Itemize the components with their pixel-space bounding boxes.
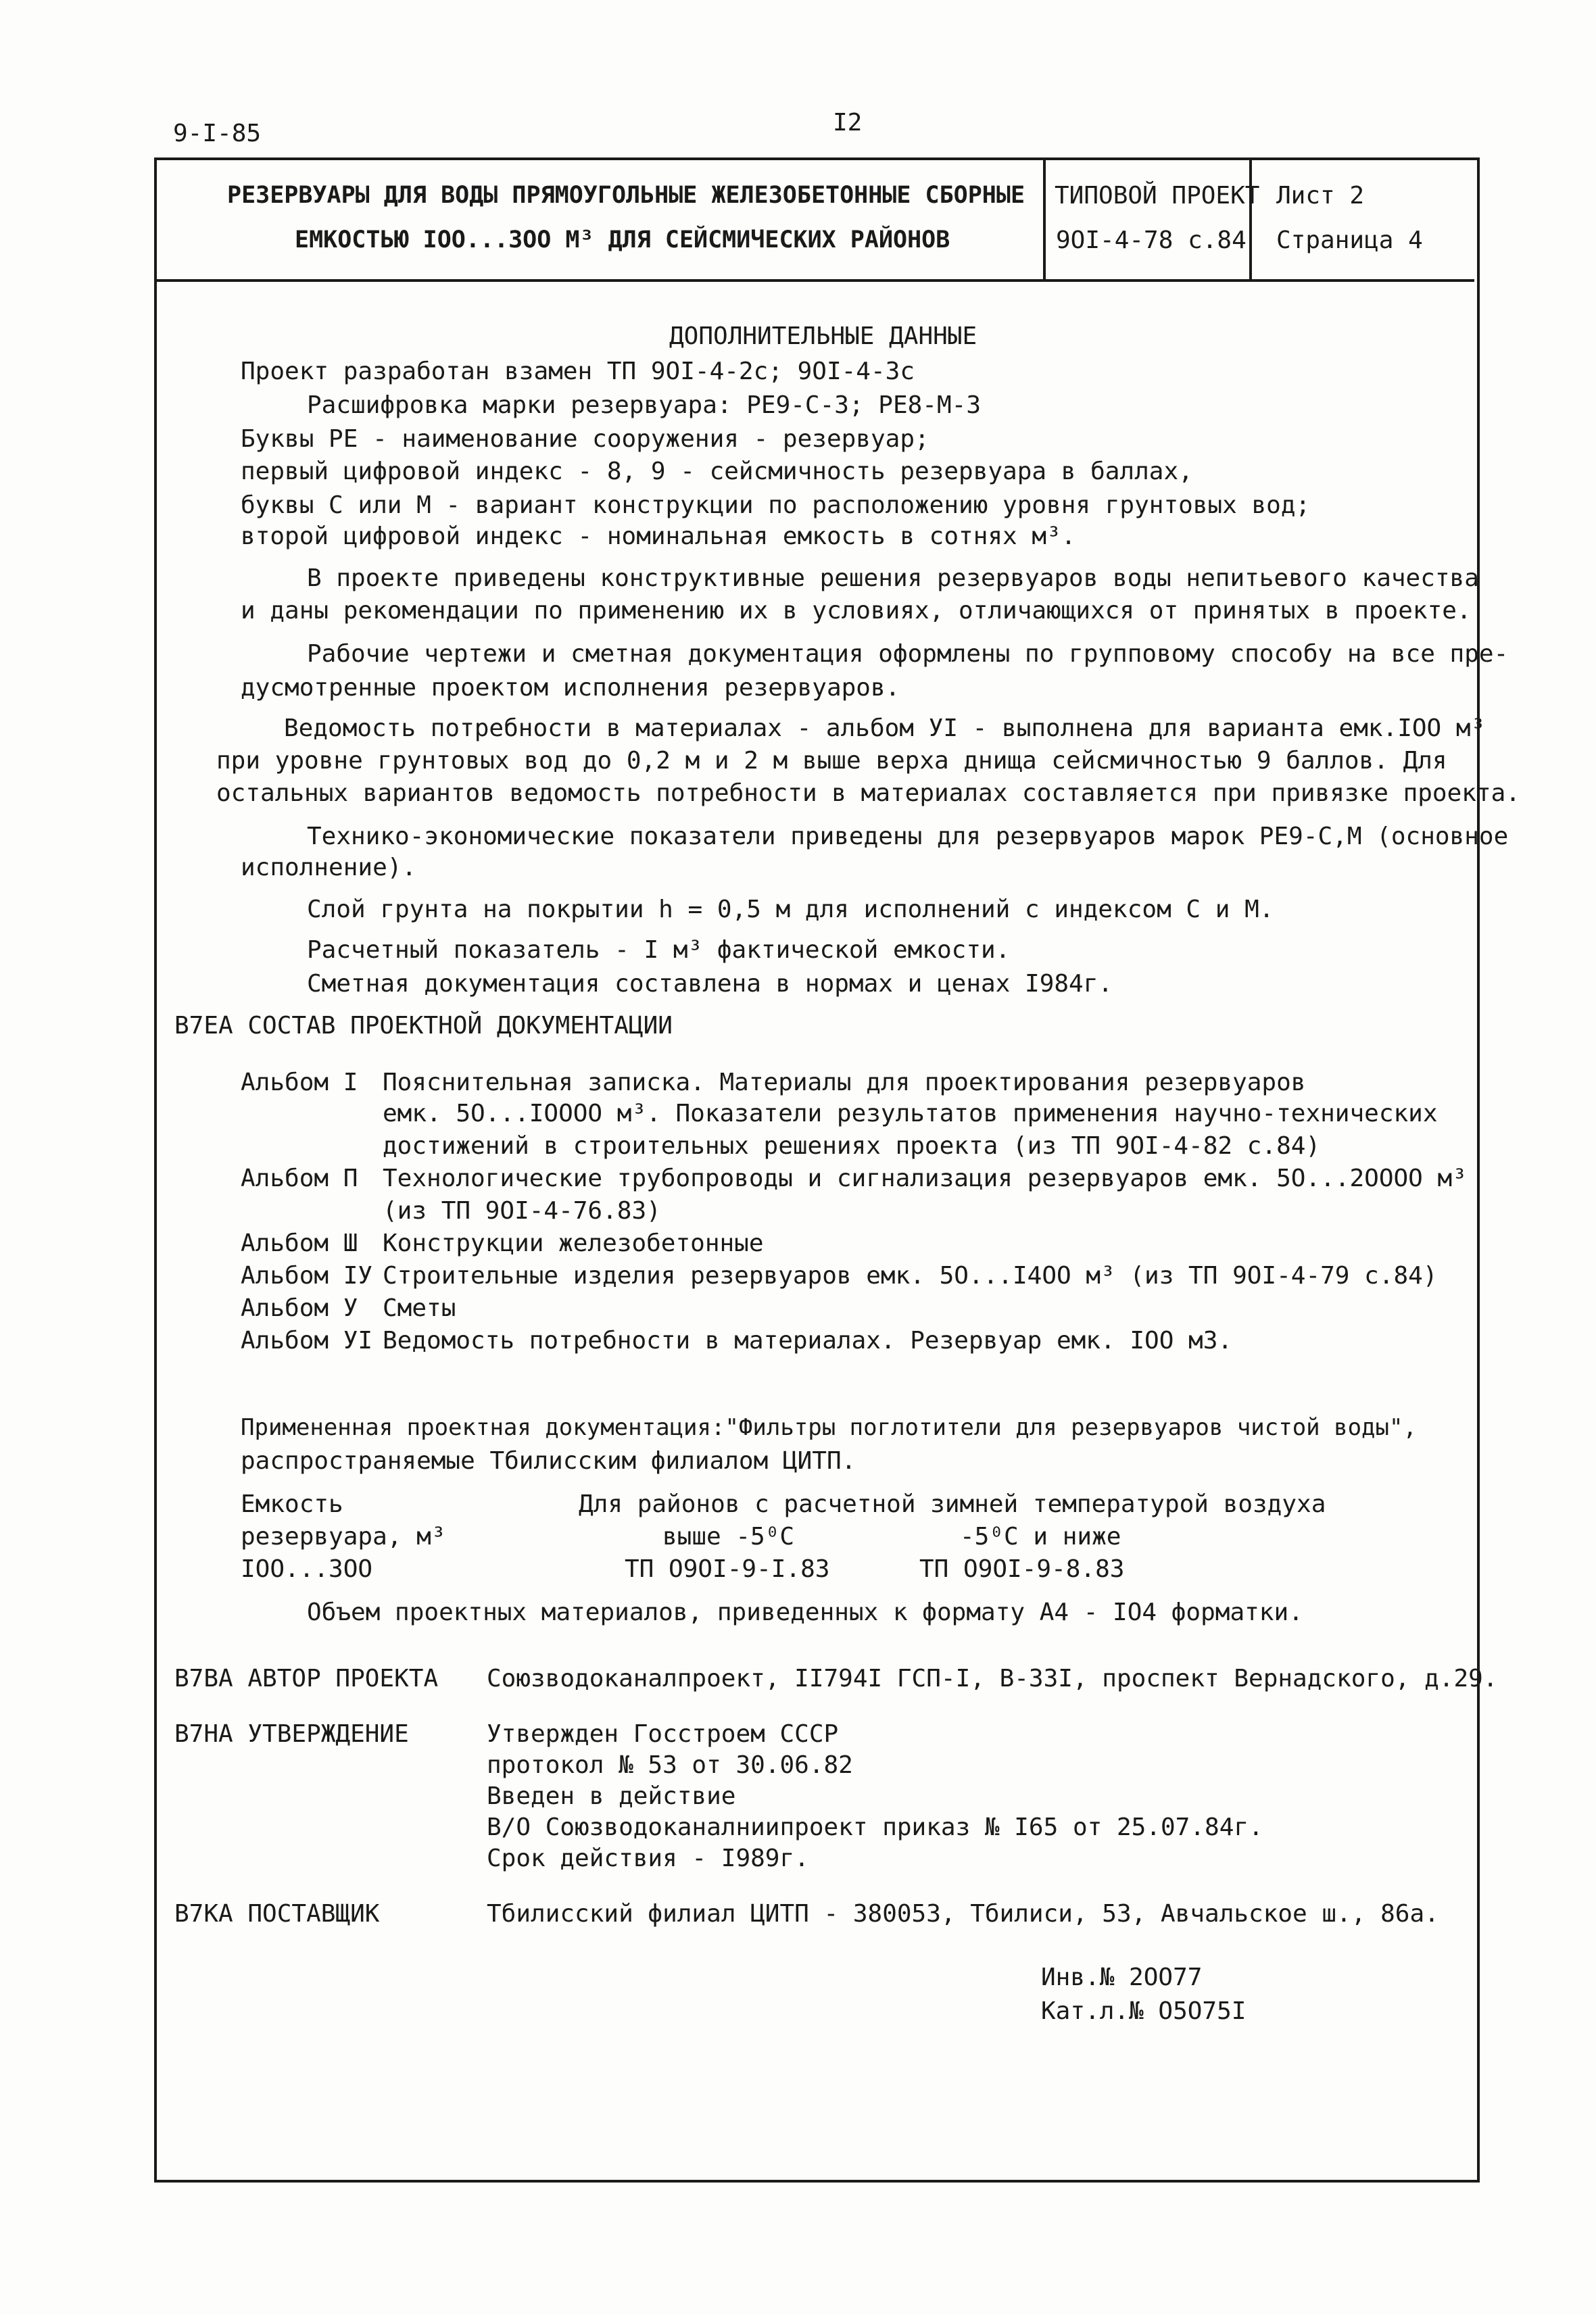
album-line: (из ТП 9OI-4-76.83) bbox=[383, 1197, 661, 1225]
page-number: I2 bbox=[833, 109, 863, 137]
catalog-number: Кат.л.№ O5O75I bbox=[1041, 1997, 1247, 2025]
album-label: Альбом I bbox=[241, 1069, 358, 1096]
additional-line: и даны рекомендации по применению их в условиях, отличающихся от принятых в проекте. bbox=[241, 597, 1472, 625]
title-line-2: ЕМКОСТЬЮ IOO...3OO М³ ДЛЯ СЕЙСМИЧЕСКИХ РАЙОНОВ bbox=[295, 226, 950, 253]
album-line: Ведомость потребности в материалах. Резервуар емк. IOO м3. bbox=[383, 1327, 1233, 1355]
sheet-number: Лист 2 bbox=[1276, 182, 1365, 210]
additional-line: Технико-экономические показатели приведены для резервуаров марок РЕ9-С,М (основное bbox=[307, 823, 1509, 850]
project-type: ТИПОВОЙ ПРОЕКТ bbox=[1055, 182, 1260, 210]
additional-line: Расчетный показатель - I м³ фактической емкости. bbox=[307, 936, 1011, 964]
additional-line: второй цифровой индекс - номинальная емкость в сотнях м³. bbox=[241, 522, 1076, 550]
detail-line: В/О Союзводоканалниипроект приказ № I65 от 25.07.84г. bbox=[487, 1813, 1263, 1841]
additional-line: остальных вариантов ведомость потребности в материалах составляется при привязке проекта. bbox=[216, 779, 1520, 807]
table-header-capacity-unit: резервуара, м³ bbox=[241, 1523, 446, 1551]
additional-line: Сметная документация составлена в нормах и ценах I984г. bbox=[307, 970, 1113, 998]
additional-line: Расшифровка марки резервуара: РЕ9-С-3; РЕ8-М-3 bbox=[307, 391, 981, 419]
additional-line: Рабочие чертежи и сметная документация оформлены по групповому способу на все пре- bbox=[307, 640, 1509, 668]
table-header-capacity: Емкость bbox=[241, 1490, 343, 1518]
additional-line: дусмотренные проектом исполнения резервуаров. bbox=[241, 674, 900, 702]
inventory-number: Инв.№ 2OO77 bbox=[1041, 1964, 1203, 1991]
additional-line: Проект разработан взамен ТП 9OI-4-2с; 9OI-4-3с bbox=[241, 358, 915, 385]
additional-heading: ДОПОЛНИТЕЛЬНЫЕ ДАННЫЕ bbox=[669, 322, 977, 350]
additional-line: В проекте приведены конструктивные решения резервуаров воды непитьевого качества bbox=[307, 564, 1479, 592]
table-header-span: Для районов с расчетной зимней температурой воздуха bbox=[579, 1490, 1326, 1518]
table-value-below: ТП О9OI-9-8.83 bbox=[919, 1555, 1125, 1583]
title-line-1: РЕЗЕРВУАРЫ ДЛЯ ВОДЫ ПРЯМОУГОЛЬНЫЕ ЖЕЛЕЗОБЕТОННЫЕ СБОРНЫЕ bbox=[227, 182, 1025, 209]
album-label: Альбом Ш bbox=[241, 1229, 358, 1257]
detail-code: В7ВА АВТОР ПРОЕКТА bbox=[174, 1665, 439, 1692]
album-line: Конструкции железобетонные bbox=[383, 1229, 764, 1257]
table-value-capacity: IOO...3OO bbox=[241, 1555, 373, 1583]
detail-line: Утвержден Госстроем СССР bbox=[487, 1720, 839, 1748]
detail-code: В7НА УТВЕРЖДЕНИЕ bbox=[174, 1720, 409, 1748]
composition-heading: В7ЕА СОСТАВ ПРОЕКТНОЙ ДОКУМЕНТАЦИИ bbox=[174, 1012, 673, 1040]
detail-line: Введен в действие bbox=[487, 1782, 736, 1810]
additional-line: Ведомость потребности в материалах - альбом УI - выполнена для варианта емк.IOO м³ bbox=[284, 714, 1486, 742]
album-line: Сметы bbox=[383, 1294, 456, 1322]
detail-line: Тбилисский филиал ЦИТП - 380053, Тбилиси, 53, Авчальское ш., 86а. bbox=[487, 1900, 1439, 1928]
album-line: Строительные изделия резервуаров емк. 5O...I4OO м³ (из ТП 9OI-4-79 с.84) bbox=[383, 1262, 1438, 1290]
additional-line: буквы С или М - вариант конструкции по расположению уровня грунтовых вод; bbox=[241, 491, 1311, 519]
detail-code: В7КА ПОСТАВЩИК bbox=[174, 1900, 380, 1928]
table-value-above: ТП О9OI-9-I.83 bbox=[625, 1555, 830, 1583]
applied-line-1: Примененная проектная документация:"Фильтры поглотители для резервуаров чистой воды", bbox=[241, 1414, 1417, 1441]
detail-line: Союзводоканалпроект, II794I ГСП-I, В-33I, проспект Вернадского, д.29. bbox=[487, 1665, 1498, 1692]
additional-line: при уровне грунтовых вод до 0,2 м и 2 м выше верха днища сейсмичностью 9 баллов. Для bbox=[216, 747, 1447, 775]
table-header-above: выше -5⁰С bbox=[662, 1523, 795, 1551]
album-label: Альбом УI bbox=[241, 1327, 373, 1355]
album-line: Технологические трубопроводы и сигнализация резервуаров емк. 5O...2OOOO м³ bbox=[383, 1165, 1467, 1192]
album-line: Пояснительная записка. Материалы для проектирования резервуаров bbox=[383, 1069, 1306, 1096]
title-divider-1 bbox=[1043, 157, 1046, 279]
detail-line: Срок действия - I989г. bbox=[487, 1845, 809, 1872]
album-label: Альбом IУ bbox=[241, 1262, 373, 1290]
album-label: Альбом У bbox=[241, 1294, 358, 1322]
materials-volume: Объем проектных материалов, приведенных к формату А4 - IO4 форматки. bbox=[307, 1599, 1303, 1626]
additional-line: Буквы РЕ - наименование сооружения - резервуар; bbox=[241, 425, 929, 453]
title-block bbox=[154, 157, 1474, 282]
project-code: 9OI-4-78 с.84 bbox=[1056, 226, 1247, 254]
additional-line: первый цифровой индекс - 8, 9 - сейсмичность резервуара в баллах, bbox=[241, 458, 1193, 485]
album-line: достижений в строительных решениях проекта (из ТП 9OI-4-82 с.84) bbox=[383, 1132, 1321, 1160]
title-divider-2 bbox=[1249, 157, 1252, 279]
page-label: Страница 4 bbox=[1276, 226, 1423, 254]
album-line: емк. 5O...IOOOO м³. Показатели результатов применения научно-технических bbox=[383, 1100, 1438, 1127]
additional-line: исполнение). bbox=[241, 854, 417, 881]
document-code: 9-I-85 bbox=[173, 120, 262, 147]
applied-line-2: распространяемые Тбилисским филиалом ЦИТП. bbox=[241, 1447, 856, 1475]
table-header-below: -5⁰С и ниже bbox=[960, 1523, 1121, 1551]
detail-line: протокол № 53 от 30.06.82 bbox=[487, 1751, 853, 1779]
album-label: Альбом П bbox=[241, 1165, 358, 1192]
additional-line: Слой грунта на покрытии h = 0,5 м для исполнений с индексом С и М. bbox=[307, 896, 1274, 923]
